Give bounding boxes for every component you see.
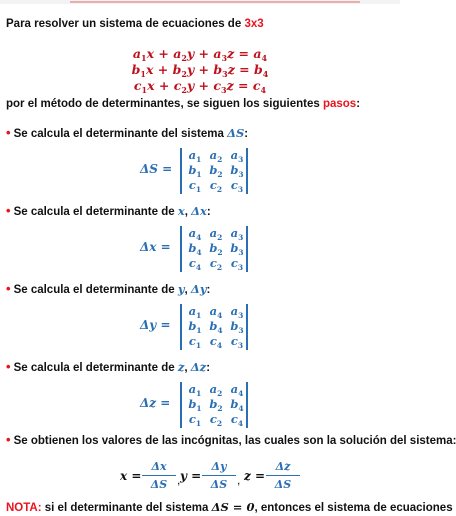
determinant-left-bar [180,148,182,194]
matrix-letter: b [209,163,218,177]
matrix-index: 1 [195,341,202,350]
matrix-index: 2 [217,155,223,164]
fraction-denominator: ΔS [274,478,292,491]
matrix-index: 1 [196,326,202,335]
method-lead: por el método de determinantes, se siguen los siguientes [6,98,323,110]
matrix-index: 4 [238,404,244,413]
matrix-index: 2 [216,185,223,194]
matrix-letter: a [230,226,239,240]
coefficient-index: 3 [221,85,227,95]
step-tail: : [206,284,211,296]
determinant-left-bar [180,382,182,428]
note-label: NOTA: [6,502,42,514]
step-tail: : [206,206,211,218]
bullet-icon: • [6,432,11,447]
note-condition: ΔS = 0 [211,500,255,514]
matrix-index: 1 [196,389,202,398]
fraction-tail: , [237,473,241,487]
step-tail: : [244,128,249,140]
operator: + [194,78,214,93]
coefficient: a [132,46,142,61]
step-heading [6,125,248,140]
matrix-index: 4 [196,248,202,257]
matrix-index: 1 [195,419,202,428]
operator: + [194,62,214,77]
matrix-letter: b [209,241,218,255]
matrix-letter: b [188,319,197,333]
determinant-left-bar [180,304,182,350]
matrix-letter: a [209,382,218,396]
variable: y [186,46,195,61]
matrix-letter: b [188,163,197,177]
operator: = [233,78,253,93]
step-heading [6,359,210,374]
fraction-bar [266,475,300,476]
matrix-letter: c [209,178,217,192]
matrix-index: 3 [238,326,244,335]
matrix-index: 1 [195,185,202,194]
note-rest: , entonces el sistema de ecuaciones [254,502,453,514]
solution-text: Se obtienen los valores de las incógnitas, las cuales son la solución del sistema: [13,435,456,447]
matrix-index: 3 [237,185,244,194]
operator: + [194,46,214,61]
solution-paragraph [6,432,456,447]
variable: z [227,46,235,61]
matrix-cell [225,412,249,431]
determinant-label: Δz = [140,396,171,410]
variable: x [147,78,155,93]
determinant-label: Δy = [140,318,171,332]
matrix-letter: a [188,382,197,396]
step-separator: , [184,362,191,374]
fraction-denominator: ΔS [150,478,168,491]
coefficient: c [173,78,182,93]
step-text: Se calcula el determinante del sistema [13,128,228,140]
matrix-index: 3 [238,248,244,257]
fraction-bar [142,475,176,476]
fraction-tail: , [177,473,181,487]
matrix-letter: c [209,256,217,270]
equation-line [0,78,400,98]
matrix-index: 2 [216,263,223,272]
matrix-letter: c [209,334,217,348]
coefficient: b [172,62,182,77]
note-text: si el determinante del sistema [41,502,212,514]
coefficient-index: 2 [181,69,187,79]
matrix-letter: b [230,397,239,411]
matrix-index: 3 [237,263,244,272]
step-symbol: Δz [190,360,207,374]
step-text: Se calcula el determinante de [13,284,178,296]
fraction-lhs: x = [120,469,142,483]
variable: z [227,62,235,77]
fraction-lhs: z = [244,469,266,483]
coefficient-index: 3 [222,69,228,79]
matrix-index: 4 [216,341,223,350]
fraction-numerator: Δx [151,460,167,473]
cropped-header-strip [0,0,400,4]
matrix-letter: a [188,148,197,162]
bullet-icon: • [6,203,11,218]
matrix-index: 4 [238,389,244,398]
matrix-letter: a [188,304,197,318]
matrix-letter: a [230,148,239,162]
variable: x [145,62,154,77]
coefficient-index: 2 [181,53,187,63]
matrix-index: 3 [238,155,244,164]
coefficient: c [252,78,261,93]
step-heading [6,281,210,296]
matrix-letter: c [188,412,196,426]
coefficient: a [173,46,182,61]
bullet-icon: • [6,359,11,374]
coefficient: c [213,78,222,93]
operator: + [153,62,173,77]
bullet-icon: • [6,125,11,140]
step-symbol: ΔS [227,126,245,140]
fraction-numerator: Δy [211,460,227,473]
intro-paragraph [6,18,264,30]
solution-fractions [0,456,400,496]
fraction [202,459,236,492]
fraction-denominator: ΔS [210,478,228,491]
system-size: 3x3 [244,18,264,30]
determinant-block [0,148,400,196]
matrix-letter: c [230,256,238,270]
matrix-cell [225,334,249,353]
matrix-index: 1 [196,404,202,413]
matrix-letter: a [209,304,218,318]
coefficient-index: 4 [260,85,267,95]
matrix-cell [225,256,249,275]
determinant-block [0,382,400,430]
coefficient-index: 4 [262,69,269,79]
note-paragraph [6,500,453,514]
matrix-index: 2 [217,248,223,257]
fraction-bar [202,475,236,476]
method-keyword: pasos [322,98,357,110]
step-separator: , [184,206,192,218]
step-variable: y [177,282,185,296]
coefficient: b [213,62,223,77]
coefficient-index: 2 [181,85,187,95]
matrix-index: 2 [216,419,223,428]
matrix-letter: b [230,319,239,333]
coefficient: b [131,62,141,77]
matrix-index: 3 [238,311,244,320]
coefficient-index: 1 [141,53,147,63]
step-symbol: Δx [191,204,207,218]
matrix-letter: c [230,178,238,192]
variable: x [146,46,155,61]
matrix-index: 1 [196,155,202,164]
matrix-letter: c [209,412,217,426]
matrix-letter: a [209,226,218,240]
step-text: Se calcula el determinante de [13,206,178,218]
coefficient-index: 3 [221,53,228,63]
step-heading [6,203,211,218]
matrix-letter: a [230,382,239,396]
method-paragraph [6,98,360,110]
matrix-letter: b [209,319,218,333]
determinant-left-bar [180,226,182,272]
matrix-letter: a [230,304,239,318]
coefficient-index: 1 [140,69,146,79]
coefficient-index: 1 [141,85,148,95]
coefficient: a [253,46,262,61]
matrix-index: 1 [196,311,202,320]
variable: z [226,78,234,93]
matrix-letter: b [188,241,197,255]
coefficient: b [254,62,263,77]
fraction [266,459,300,492]
matrix-index: 3 [237,341,244,350]
fraction-lhs: y = [180,469,202,483]
determinant-label: Δx = [140,240,171,254]
matrix-index: 4 [217,326,223,335]
matrix-letter: a [209,148,218,162]
determinant-block [0,226,400,274]
step-variable: z [177,360,185,374]
matrix-index: 3 [238,233,244,242]
step-symbol: Δy [190,282,207,296]
matrix-index: 2 [217,233,223,242]
bullet-icon: • [6,281,11,296]
matrix-index: 4 [217,311,223,320]
operator: + [154,46,174,61]
step-separator: , [184,284,191,296]
step-tail: : [206,362,211,374]
matrix-letter: c [188,178,196,192]
operator: + [154,78,174,93]
matrix-index: 2 [217,404,223,413]
matrix-index: 2 [217,170,223,179]
step-variable: x [177,204,185,218]
matrix-letter: b [230,163,239,177]
determinant-label: ΔS = [140,162,173,176]
matrix-letter: c [188,334,196,348]
matrix-index: 1 [196,170,202,179]
matrix-cell [225,178,249,197]
matrix-letter: b [188,397,197,411]
operator: = [234,46,254,61]
operator: = [234,62,255,77]
matrix-index: 4 [195,263,202,272]
matrix-letter: a [188,226,197,240]
matrix-letter: b [209,397,218,411]
variable: y [186,78,195,93]
matrix-letter: b [230,241,239,255]
fraction [142,459,176,492]
matrix-letter: c [230,412,238,426]
intro-lead: Para resolver un sistema de ecuaciones de [6,18,245,30]
matrix-index: 4 [237,419,244,428]
coefficient-index: 4 [261,53,268,63]
matrix-index: 2 [217,389,223,398]
determinant-block [0,304,400,352]
fraction-numerator: Δz [275,460,291,473]
variable: y [186,62,195,77]
matrix-index: 4 [196,233,202,242]
matrix-index: 3 [238,170,244,179]
method-end: : [356,98,361,110]
step-text: Se calcula el determinante de [13,362,178,374]
coefficient: c [133,78,142,93]
matrix-letter: c [230,334,238,348]
matrix-letter: c [188,256,196,270]
coefficient: a [213,46,222,61]
